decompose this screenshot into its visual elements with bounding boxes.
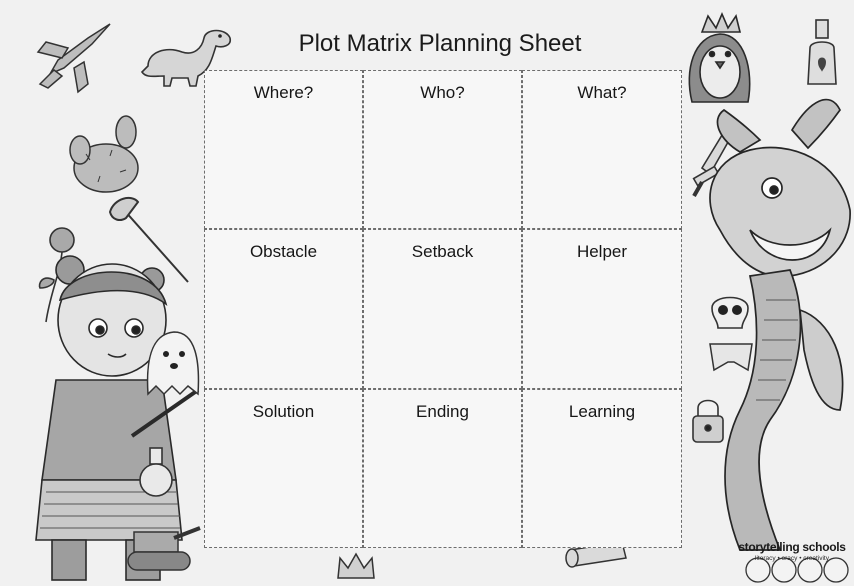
logo-name: storytelling schools [738, 540, 846, 554]
ghost-icon [138, 324, 204, 398]
cell-label: Solution [252, 402, 315, 421]
storytelling-schools-logo [732, 540, 852, 562]
cell-label: Helper [576, 242, 628, 261]
cell-label: Who? [420, 83, 465, 102]
logo-tagline: literacy • oracy • creativity [755, 555, 829, 562]
cell-solution[interactable] [204, 389, 363, 548]
page-title: Plot Matrix Planning Sheet [298, 30, 582, 57]
dragon-icon [680, 80, 854, 560]
cell-label: Obstacle [249, 242, 318, 261]
cell-ending[interactable] [363, 389, 522, 548]
crown-icon [334, 548, 378, 582]
cell-where[interactable] [204, 70, 363, 229]
cell-label: Where? [253, 83, 314, 102]
cell-obstacle[interactable] [204, 229, 363, 389]
plot-matrix-grid [204, 70, 682, 548]
cell-helper[interactable] [522, 229, 682, 389]
cell-label: Ending [416, 402, 469, 421]
cell-what[interactable] [522, 70, 682, 229]
cell-who[interactable] [363, 70, 522, 229]
cell-setback[interactable] [363, 229, 522, 389]
cell-label: Learning [568, 402, 636, 421]
potion-flask-icon [134, 446, 178, 500]
tank-icon [124, 512, 204, 578]
rocket-ship-icon [28, 18, 118, 98]
underpants-icon [708, 340, 754, 374]
cell-label: Setback [411, 242, 474, 261]
cell-label: What? [577, 83, 627, 102]
cell-learning[interactable] [522, 389, 682, 548]
skull-icon [708, 288, 752, 334]
padlock-icon [690, 396, 726, 446]
